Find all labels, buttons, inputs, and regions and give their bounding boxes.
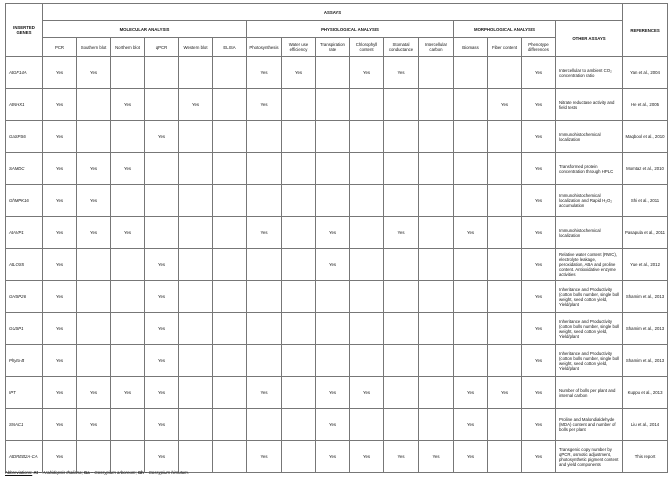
column-header: PCR — [43, 38, 77, 57]
assay-cell — [77, 249, 111, 281]
assay-cell — [488, 249, 522, 281]
assay-cell: Yes — [111, 89, 145, 121]
assay-cell — [282, 185, 316, 217]
assay-cell — [179, 377, 213, 409]
assay-cell — [179, 121, 213, 153]
table-row — [6, 185, 668, 217]
assay-cell — [213, 281, 247, 313]
assay-cell: Yes — [43, 441, 77, 473]
assay-cell — [316, 313, 350, 345]
assay-cell: Yes — [145, 281, 179, 313]
assay-cell — [77, 313, 111, 345]
assay-cell — [384, 377, 419, 409]
other-assays-cell: Immunohistochemical localization — [556, 121, 623, 153]
reference-cell: Shamim et al., 2013 — [623, 313, 668, 345]
assay-cell: Yes — [384, 57, 419, 89]
assay-cell — [179, 313, 213, 345]
table-row — [6, 153, 668, 185]
table-row — [6, 217, 668, 249]
header-references: REFERENCES — [623, 4, 668, 57]
assay-cell: Yes — [316, 377, 350, 409]
assay-cell — [282, 409, 316, 441]
other-assays-cell: Relative water content (RWC), electrolyte leakage, peroxidation, ABA and proline content. Antioxidative enzyme activities — [556, 249, 623, 281]
assay-cell — [384, 89, 419, 121]
column-header: Water use efficiency — [282, 38, 316, 57]
assay-cell: Yes — [454, 377, 488, 409]
assay-cell: Yes — [43, 377, 77, 409]
reference-cell: Yan et al., 2004 — [623, 57, 668, 89]
other-assays-cell: Transgenic copy number by qPCR, osmotic adjustment, photosynthetic pigment content and yield components — [556, 441, 623, 473]
gene-name-cell: AtNHX1 — [6, 89, 43, 121]
assay-cell — [213, 57, 247, 89]
header-inserted-genes: INSERTED GENES — [6, 4, 43, 57]
table-row — [6, 89, 668, 121]
assay-cell — [179, 249, 213, 281]
assay-cell — [454, 57, 488, 89]
assay-cell — [282, 89, 316, 121]
assay-cell — [419, 217, 454, 249]
table-row — [6, 313, 668, 345]
column-header: Western blot — [179, 38, 213, 57]
assay-cell: Yes — [247, 89, 282, 121]
assay-cell — [419, 153, 454, 185]
assay-cell — [384, 153, 419, 185]
assay-cell — [454, 249, 488, 281]
assay-cell: Yes — [77, 377, 111, 409]
assay-cell — [350, 249, 384, 281]
assay-cell: Yes — [454, 441, 488, 473]
assay-cell — [350, 217, 384, 249]
column-header: Photosynthesis — [247, 38, 282, 57]
assay-cell — [454, 153, 488, 185]
assay-cell: Yes — [43, 121, 77, 153]
gene-name-cell: AtAVP1 — [6, 217, 43, 249]
assay-cell — [282, 345, 316, 377]
assay-cell — [454, 121, 488, 153]
other-assays-cell: Proline and Malondialdehyde (MDA) content and number of bolls per plant — [556, 409, 623, 441]
assay-cell — [350, 121, 384, 153]
assay-cell — [145, 57, 179, 89]
assay-cell — [384, 121, 419, 153]
other-assays-cell: Inheritance and Productivity (cotton bolls number, single boll weight, seed cotton yield, Yield/plant — [556, 281, 623, 313]
reference-cell: Shi et al., 2011 — [623, 185, 668, 217]
gene-name-cell: SAMDC — [6, 153, 43, 185]
assay-cell: Yes — [522, 345, 556, 377]
assay-cell — [488, 153, 522, 185]
abbrev-sep-2: ; — [135, 470, 138, 475]
assay-cell: Yes — [77, 57, 111, 89]
abbrev-gh-code: Gh — [137, 470, 144, 475]
assay-cell — [247, 153, 282, 185]
gene-name-cell: GhMPK16 — [6, 185, 43, 217]
assay-cell: Yes — [316, 217, 350, 249]
assay-cell — [179, 281, 213, 313]
assay-cell — [316, 281, 350, 313]
assay-cell — [111, 409, 145, 441]
assay-cell — [179, 441, 213, 473]
assay-cell: Yes — [522, 409, 556, 441]
assay-cell — [111, 281, 145, 313]
assay-cell — [419, 185, 454, 217]
assay-cell: Yes — [384, 441, 419, 473]
column-header: Phenotype differences — [522, 38, 556, 57]
assay-cell — [454, 89, 488, 121]
abbrev-gh-name: Gossypium hirsutum — [148, 470, 188, 475]
other-assays-cell: Transformed protein concentration through HPLC — [556, 153, 623, 185]
assay-cell — [213, 377, 247, 409]
assay-cell: Yes — [247, 377, 282, 409]
assay-cell — [247, 121, 282, 153]
assay-cell — [111, 313, 145, 345]
assay-cell — [419, 89, 454, 121]
assay-cell: Yes — [350, 441, 384, 473]
other-assays-cell: Nitrate reductase activity and field tests — [556, 89, 623, 121]
assay-cell — [350, 281, 384, 313]
gene-name-cell: AtGF14A — [6, 57, 43, 89]
assay-cell: Yes — [316, 409, 350, 441]
assay-cell — [145, 153, 179, 185]
assay-cell: Yes — [111, 377, 145, 409]
gene-name-cell: GUSP1 — [6, 313, 43, 345]
assay-cell: Yes — [522, 377, 556, 409]
assay-cell — [247, 409, 282, 441]
assay-cell — [213, 185, 247, 217]
assay-cell — [145, 217, 179, 249]
column-header: Biomass — [454, 38, 488, 57]
abbrev-at-sep: – — [37, 470, 43, 475]
table-row — [6, 57, 668, 89]
assay-cell — [111, 57, 145, 89]
assays-table-container — [5, 3, 667, 473]
assay-cell — [213, 217, 247, 249]
column-header: Fiber content — [488, 38, 522, 57]
assay-cell — [419, 249, 454, 281]
assay-cell — [488, 281, 522, 313]
assay-cell — [282, 281, 316, 313]
assay-cell — [350, 409, 384, 441]
table-row — [6, 249, 668, 281]
group-physiological-analysis: PHYSIOLOGICAL ANALYSIS — [247, 21, 454, 38]
assay-cell — [419, 345, 454, 377]
assay-cell — [247, 345, 282, 377]
abbrev-sep-1: ; — [81, 470, 84, 475]
abbrev-ga-name: Gossypium arboreum — [94, 470, 136, 475]
assay-cell — [488, 121, 522, 153]
reference-cell: Liu et al., 2014 — [623, 409, 668, 441]
header-assays: ASSAYS — [43, 4, 623, 21]
assay-cell — [350, 89, 384, 121]
assay-cell — [488, 217, 522, 249]
assay-cell: Yes — [454, 409, 488, 441]
assay-cell: Yes — [419, 441, 454, 473]
assay-cell — [213, 121, 247, 153]
abbrev-at-code: At — [33, 470, 38, 475]
assay-cell — [488, 313, 522, 345]
assay-cell — [247, 313, 282, 345]
assay-cell — [350, 345, 384, 377]
assay-cell — [454, 345, 488, 377]
assay-cell: Yes — [43, 281, 77, 313]
abbrev-end: . — [187, 470, 189, 475]
assay-cell: Yes — [316, 441, 350, 473]
assay-cell: Yes — [145, 249, 179, 281]
assay-cell: Yes — [145, 121, 179, 153]
assay-cell: Yes — [43, 313, 77, 345]
assay-cell: Yes — [522, 121, 556, 153]
assay-cell — [282, 313, 316, 345]
assay-cell — [384, 185, 419, 217]
column-header: Southern blot — [77, 38, 111, 57]
abbrev-gh-sep: – — [143, 470, 149, 475]
assay-cell — [111, 345, 145, 377]
assay-cell: Yes — [43, 57, 77, 89]
assay-cell — [350, 153, 384, 185]
assay-cell — [111, 249, 145, 281]
column-header: qPCR — [145, 38, 179, 57]
assay-cell — [282, 441, 316, 473]
assay-cell — [419, 281, 454, 313]
column-header: Transpiration rate — [316, 38, 350, 57]
assay-cell — [384, 281, 419, 313]
assay-cell — [179, 409, 213, 441]
other-assays-cell: Inheritance and Productivity (cotton bolls number, single boll weight, seed cotton yield, Yield/plant — [556, 345, 623, 377]
table-header — [6, 4, 668, 57]
abbreviations-note — [5, 470, 189, 475]
assay-cell: Yes — [522, 153, 556, 185]
assay-cell — [282, 249, 316, 281]
assay-cell — [384, 345, 419, 377]
assay-cell — [488, 185, 522, 217]
assay-cell: Yes — [350, 57, 384, 89]
assay-cell: Yes — [247, 57, 282, 89]
abbreviations-label: Abbreviations: — [5, 470, 33, 475]
assay-cell — [384, 249, 419, 281]
table-row — [6, 121, 668, 153]
assay-cell: Yes — [145, 313, 179, 345]
reference-cell: Maqbool et al., 2010 — [623, 121, 668, 153]
assay-cell — [213, 409, 247, 441]
assay-cell — [419, 313, 454, 345]
assay-cell: Yes — [145, 441, 179, 473]
assay-cell: Yes — [522, 441, 556, 473]
assay-cell — [179, 153, 213, 185]
assay-cell — [488, 345, 522, 377]
assay-cell — [77, 441, 111, 473]
group-molecular-analysis: MOLECULAR ANALYSIS — [43, 21, 247, 38]
assay-cell — [77, 281, 111, 313]
assay-cell — [316, 89, 350, 121]
assay-cell — [111, 441, 145, 473]
assay-cell: Yes — [43, 153, 77, 185]
assay-cell — [77, 89, 111, 121]
assay-cell: Yes — [247, 217, 282, 249]
assay-cell: Yes — [111, 153, 145, 185]
assay-cell — [350, 313, 384, 345]
assay-cell — [384, 313, 419, 345]
assay-cell: Yes — [43, 217, 77, 249]
assay-cell: Yes — [77, 153, 111, 185]
assay-cell — [179, 57, 213, 89]
assay-cell — [316, 57, 350, 89]
gene-name-cell: IPT — [6, 377, 43, 409]
assay-cell: Yes — [247, 441, 282, 473]
assay-cell: Yes — [522, 249, 556, 281]
table-row — [6, 441, 668, 473]
assay-cell: Yes — [111, 217, 145, 249]
assay-cell: Yes — [282, 57, 316, 89]
table-row — [6, 409, 668, 441]
assay-cell: Yes — [384, 217, 419, 249]
assay-cell — [419, 57, 454, 89]
reference-cell: Momtaz et al., 2010 — [623, 153, 668, 185]
assay-cell — [488, 441, 522, 473]
assay-cell — [247, 185, 282, 217]
gene-name-cell: GaSPS6 — [6, 121, 43, 153]
assay-cell — [316, 153, 350, 185]
column-header: ELISA — [213, 38, 247, 57]
assay-cell: Yes — [522, 281, 556, 313]
assay-cell: Yes — [522, 313, 556, 345]
assay-cell — [316, 121, 350, 153]
assay-cell: Yes — [316, 249, 350, 281]
gene-name-cell: GHSP26 — [6, 281, 43, 313]
assay-cell — [419, 409, 454, 441]
other-assays-cell: Inheritance and Productivity (cotton bolls number, single boll weight, seed cotton yield, Yield/plant — [556, 313, 623, 345]
group-other-assays: OTHER ASSAYS — [556, 21, 623, 57]
other-assays-cell: Immunohistochemical localization — [556, 217, 623, 249]
abbrev-ga-code: Ga — [83, 470, 90, 475]
reference-cell: Pasapula et al., 2011 — [623, 217, 668, 249]
table-row — [6, 345, 668, 377]
assay-cell: Yes — [77, 409, 111, 441]
assay-cell: Yes — [77, 217, 111, 249]
assay-cell — [179, 185, 213, 217]
column-header: Northern blot — [111, 38, 145, 57]
assay-cell — [111, 185, 145, 217]
assay-cell: Yes — [43, 409, 77, 441]
gene-name-cell: Phyto-B — [6, 345, 43, 377]
assay-cell — [454, 313, 488, 345]
assay-cell: Yes — [145, 409, 179, 441]
assays-table — [5, 3, 668, 473]
assay-cell: Yes — [350, 377, 384, 409]
assay-cell — [213, 441, 247, 473]
assay-cell: Yes — [522, 185, 556, 217]
group-morphological-analysis: MORPHOLOGICAL ANALYSIS — [454, 21, 556, 38]
assay-cell — [247, 249, 282, 281]
assay-cell — [213, 345, 247, 377]
assay-cell: Yes — [488, 377, 522, 409]
assay-cell — [213, 153, 247, 185]
assay-cell — [145, 89, 179, 121]
reference-cell: Shamim et al., 2013 — [623, 345, 668, 377]
assay-cell — [145, 185, 179, 217]
gene-name-cell: SNAC1 — [6, 409, 43, 441]
assay-cell: Yes — [522, 217, 556, 249]
other-assays-cell: Intercellular to ambient CO₂ concentration ratio — [556, 57, 623, 89]
assay-cell — [213, 249, 247, 281]
assay-cell — [77, 121, 111, 153]
assay-cell — [77, 345, 111, 377]
abbrev-at-name: Arabidopsis thaliana — [42, 470, 82, 475]
other-assays-cell: Number of bolls per plant and internal carbon — [556, 377, 623, 409]
assay-cell: Yes — [43, 249, 77, 281]
table-row — [6, 377, 668, 409]
assay-cell: Yes — [488, 89, 522, 121]
assay-cell: Yes — [522, 57, 556, 89]
assay-cell — [282, 217, 316, 249]
column-header: Chlorophyll content — [350, 38, 384, 57]
assay-cell: Yes — [454, 217, 488, 249]
column-header: Intercellular carbon — [419, 38, 454, 57]
table-row — [6, 281, 668, 313]
assay-cell — [488, 57, 522, 89]
table-body — [6, 57, 668, 473]
gene-name-cell: AtLOS5 — [6, 249, 43, 281]
assay-cell — [350, 185, 384, 217]
assay-cell: Yes — [179, 89, 213, 121]
reference-cell: Shamim et al., 2013 — [623, 281, 668, 313]
reference-cell: Yue et al., 2012 — [623, 249, 668, 281]
gene-name-cell: AtDREB2A-CA — [6, 441, 43, 473]
assay-cell: Yes — [43, 89, 77, 121]
assay-cell: Yes — [145, 377, 179, 409]
assay-cell: Yes — [522, 89, 556, 121]
assay-cell: Yes — [43, 185, 77, 217]
assay-cell: Yes — [43, 345, 77, 377]
assay-cell — [419, 377, 454, 409]
assay-cell — [179, 217, 213, 249]
assay-cell — [454, 281, 488, 313]
reference-cell: He et al., 2005 — [623, 89, 668, 121]
assay-cell — [488, 409, 522, 441]
column-header: Stomatal conductance — [384, 38, 419, 57]
other-assays-cell: Immunohistochemical localization and Rapid H₂O₂ accumulation — [556, 185, 623, 217]
assay-cell: Yes — [145, 345, 179, 377]
reference-cell: Kuppu et al., 2013 — [623, 377, 668, 409]
assay-cell: Yes — [77, 185, 111, 217]
assay-cell — [282, 153, 316, 185]
assay-cell — [179, 345, 213, 377]
assay-cell — [419, 121, 454, 153]
assay-cell — [282, 377, 316, 409]
assay-cell — [282, 121, 316, 153]
assay-cell — [111, 121, 145, 153]
assay-cell — [316, 345, 350, 377]
abbrev-ga-sep: – — [89, 470, 95, 475]
assay-cell — [213, 313, 247, 345]
assay-cell — [384, 409, 419, 441]
assay-cell — [316, 185, 350, 217]
assay-cell — [454, 185, 488, 217]
assay-cell — [213, 89, 247, 121]
assay-cell — [247, 281, 282, 313]
reference-cell: This report — [623, 441, 668, 473]
